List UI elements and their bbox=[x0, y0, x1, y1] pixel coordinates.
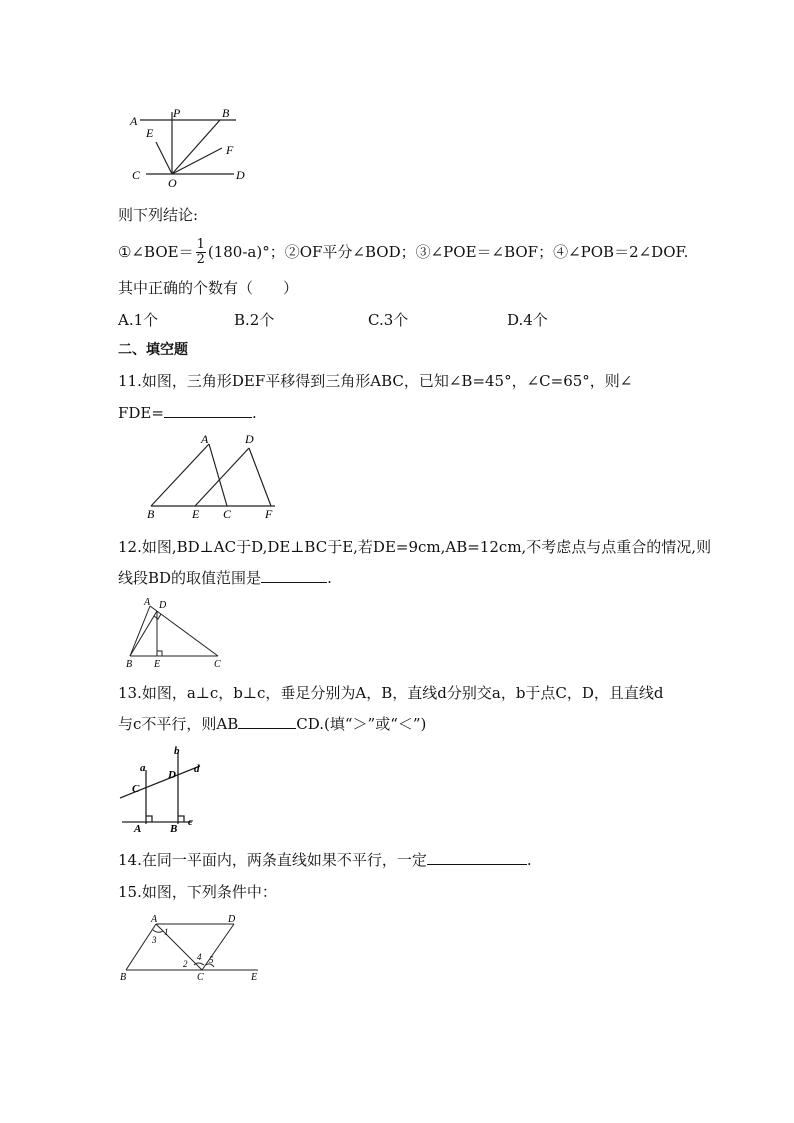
q12-answer-blank[interactable] bbox=[261, 568, 327, 583]
q14-answer-blank[interactable] bbox=[427, 850, 527, 865]
q11-figure bbox=[143, 432, 283, 520]
q13-figure bbox=[118, 744, 218, 834]
q15-label-2: 2 bbox=[183, 959, 188, 969]
q13-label-a: a bbox=[140, 762, 146, 774]
q13-line1: 13.如图，a⊥c，b⊥c，垂足分别为A，B，直线d分别交a，b于点C，D，且直线d bbox=[118, 684, 664, 702]
q12-line2-suffix: . bbox=[327, 569, 332, 587]
q12-figure bbox=[124, 596, 228, 670]
q11-label-F: F bbox=[265, 507, 273, 520]
q11-label-B: B bbox=[147, 507, 155, 520]
q12-line1: 12.如图,BD⊥AC于D,DE⊥BC于E,若DE=9cm,AB=12cm,不考虑点与点重合的情况,则 bbox=[118, 538, 712, 556]
q10-c1-prefix: ①∠BOE＝ bbox=[118, 243, 194, 261]
q14-text-suffix: . bbox=[526, 851, 532, 869]
q13-label-D: D bbox=[168, 769, 176, 781]
q13-line2 bbox=[118, 714, 426, 734]
q10-option-a: A.1个 bbox=[118, 311, 159, 329]
q10-fraction bbox=[196, 238, 206, 267]
q10-label-A: A bbox=[130, 114, 138, 128]
q12-label-E: E bbox=[154, 659, 161, 670]
q11-label-C: C bbox=[223, 507, 232, 520]
q10-figure bbox=[126, 104, 256, 190]
q12-label-C: C bbox=[214, 659, 221, 670]
q12-line2 bbox=[118, 568, 332, 588]
q11-line2-prefix: FDE= bbox=[118, 404, 164, 422]
q10-frac-den: 2 bbox=[196, 251, 205, 267]
q11-line2-suffix: . bbox=[251, 404, 257, 422]
q13-label-d: d bbox=[194, 763, 200, 775]
q10-label-B: B bbox=[222, 106, 230, 120]
q13-label-c: c bbox=[188, 816, 193, 828]
q15-label-1: 1 bbox=[164, 927, 169, 937]
q12-label-B: B bbox=[126, 659, 133, 670]
q14-line bbox=[118, 850, 532, 870]
q13-label-b: b bbox=[174, 745, 180, 757]
q10-label-D: D bbox=[236, 168, 245, 182]
q10-label-O: O bbox=[168, 176, 177, 190]
q13-label-A: A bbox=[134, 823, 142, 834]
q10-label-C: C bbox=[132, 168, 141, 182]
q10-option-c: C.3个 bbox=[368, 311, 409, 329]
q11-line2 bbox=[118, 403, 257, 423]
q15-label-E: E bbox=[251, 972, 258, 983]
q12-label-D: D bbox=[159, 600, 167, 611]
q10-option-b: B.2个 bbox=[234, 311, 275, 329]
q15-text: 15.如图，下列条件中： bbox=[118, 883, 277, 901]
q15-label-4: 4 bbox=[197, 952, 202, 962]
q15-label-5: 5 bbox=[209, 955, 214, 965]
q10-conclusions-intro: 则下列结论: bbox=[118, 206, 199, 224]
q15-label-D: D bbox=[228, 914, 236, 925]
q11-answer-blank[interactable] bbox=[164, 403, 252, 418]
q10-label-E: E bbox=[146, 126, 154, 140]
q15-label-C: C bbox=[197, 972, 204, 983]
q13-label-B: B bbox=[170, 823, 178, 834]
q11-line1: 11.如图，三角形DEF平移得到三角形ABC，已知∠B=45°，∠C=65°，则∠ bbox=[118, 372, 633, 390]
q12-label-A: A bbox=[144, 597, 151, 608]
q10-label-F: F bbox=[226, 143, 234, 157]
q10-option-d: D.4个 bbox=[507, 311, 548, 329]
q10-frac-num: 1 bbox=[196, 236, 205, 252]
q11-label-D: D bbox=[245, 432, 254, 446]
q15-figure bbox=[118, 912, 268, 984]
q13-line2-suffix: CD.(填“＞”或“＜”) bbox=[296, 715, 427, 733]
q11-label-A: A bbox=[201, 432, 209, 446]
q13-line2-prefix: 与c不平行，则AB bbox=[118, 715, 239, 733]
q15-label-3: 3 bbox=[152, 935, 157, 945]
q10-conclusions-line bbox=[118, 234, 688, 270]
section-title: 二、填空题 bbox=[118, 342, 188, 358]
q10-c1-suffix: (180-a)°；②OF平分∠BOD；③∠POE＝∠BOF；④∠POB＝2∠DOF. bbox=[207, 243, 689, 261]
q10-question: 其中正确的个数有（ ） bbox=[118, 279, 299, 297]
q15-label-B: B bbox=[120, 972, 127, 983]
q14-text-prefix: 14.在同一平面内，两条直线如果不平行，一定 bbox=[118, 851, 427, 869]
q11-label-E: E bbox=[192, 507, 200, 520]
q12-line2-prefix: 线段BD的取值范围是 bbox=[118, 569, 262, 587]
q13-answer-blank[interactable] bbox=[238, 714, 296, 729]
q15-label-A: A bbox=[151, 914, 158, 925]
q13-label-C: C bbox=[132, 783, 140, 795]
q10-label-P: P bbox=[173, 106, 181, 120]
